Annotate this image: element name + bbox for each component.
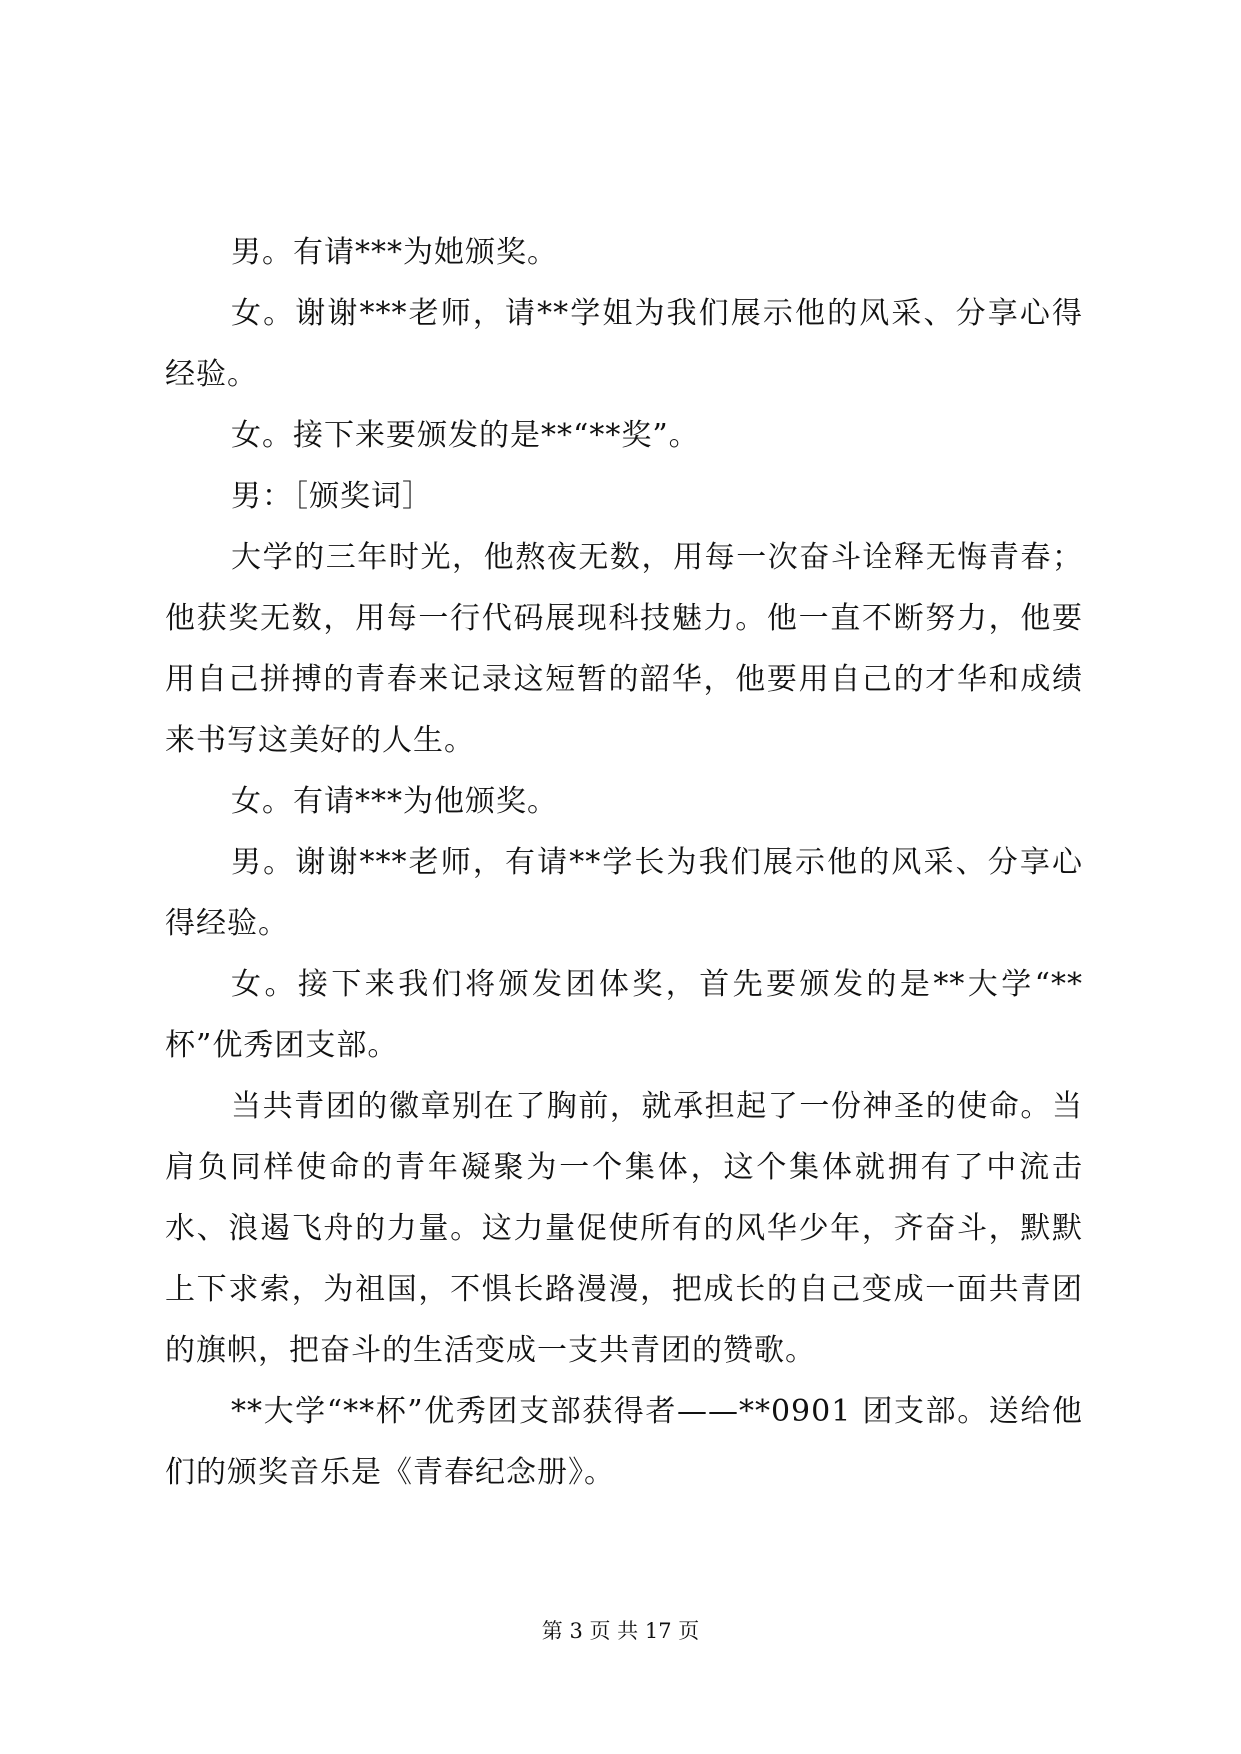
paragraph: 男。有请***为她颁奖。 [231, 235, 558, 270]
paragraph: 女。接下来我们将颁发团体奖，首先要颁发的是**大学“**杯”优秀团支部。 [165, 967, 1083, 1063]
paragraph: 女。谢谢***老师，请**学姐为我们展示他的风采、分享心得经验。 [165, 296, 1083, 392]
page-number-footer: 第 3 页 共 17 页 [541, 1619, 700, 1643]
paragraph: 女。有请***为他颁奖。 [231, 784, 558, 819]
paragraph: 当共青团的徽章别在了胸前，就承担起了一份神圣的使命。当肩负同样使命的青年凝聚为一个集体，这个集体就拥有了中流击水、浪遏飞舟的力量。这力量促使所有的风华少年，齐奋斗，默默上下求索，为祖国，不惧长路漫漫，把成长的自己变成一面共青团的旗帜，把奋斗的生活变成一支共青团的赞歌。 [165, 1089, 1083, 1368]
document-body [165, 222, 1083, 1503]
paragraph: 大学的三年时光，他熬夜无数，用每一次奋斗诠释无悔青春；他获奖无数，用每一行代码展现科技魅力。他一直不断努力，他要用自己拼搏的青春来记录这短暂的韶华，他要用自己的才华和成绩来书写这美好的人生。 [165, 540, 1083, 758]
paragraph: 男：［颁奖词］ [231, 479, 433, 514]
paragraph: 女。接下来要颁发的是**“**奖”。 [231, 418, 700, 453]
paragraph: **大学“**杯”优秀团支部获得者——**0901 团支部。送给他们的颁奖音乐是《青春纪念册》。 [165, 1394, 1083, 1490]
paragraph: 男。谢谢***老师，有请**学长为我们展示他的风采、分享心得经验。 [165, 845, 1083, 941]
